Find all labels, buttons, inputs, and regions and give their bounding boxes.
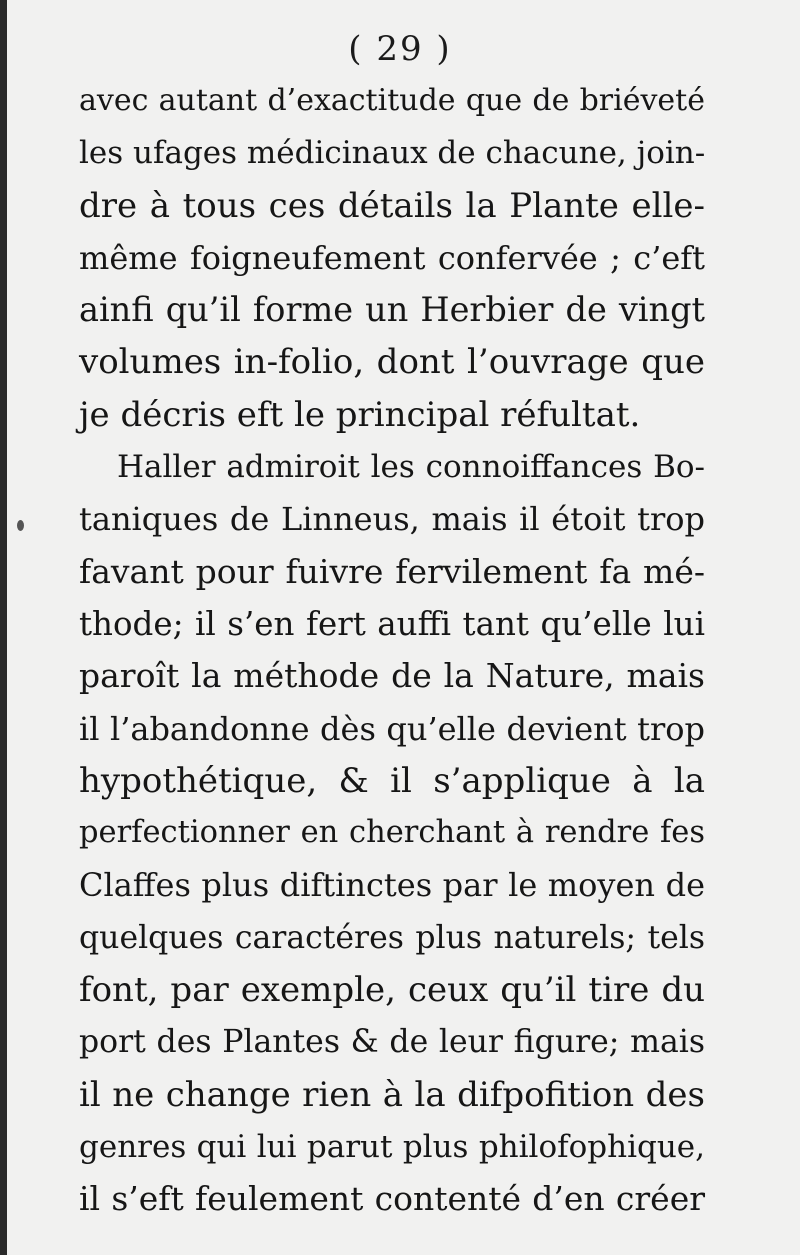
text-line: les ufages médicinaux de chacune, join- — [79, 135, 706, 172]
text-line: Claffes plus diftinctes par le moyen de — [79, 866, 705, 905]
text-line: quelques caractéres plus naturels; tels — [79, 919, 705, 956]
text-line: volumes in-folio, dont l’ouvrage que — [79, 342, 705, 383]
text-line: thode; il s’en fert auffi tant qu’elle lui — [79, 604, 705, 643]
text-line: avec autant d’exactitude que de briéveté — [79, 83, 705, 118]
text-line: ainfi qu’il forme un Herbier de vingt — [79, 290, 705, 330]
text-line: genres qui lui parut plus philofophique, — [79, 1128, 705, 1165]
text-line: perfectionner en cherchant à rendre fes — [79, 815, 705, 851]
ink-blot — [17, 520, 24, 531]
text-line: dre à tous ces détails la Plante elle- — [79, 185, 705, 226]
text-line: il ne change rien à la difpofition des — [79, 1074, 705, 1115]
page-number: ( 29 ) — [348, 29, 452, 69]
text-line: font, par exemple, ceux qu’il tire du — [79, 970, 705, 1011]
paragraph-end-line: je décris eft le principal réfultat. — [79, 394, 641, 435]
text-line: hypothétique, & il s’applique à la — [79, 760, 705, 801]
text-line: même foigneufement confervée ; c’eft — [79, 238, 705, 277]
text-line: il s’eft feulement contenté d’en créer — [79, 1179, 705, 1219]
text-line: taniques de Linneus, mais il étoit trop — [79, 500, 705, 539]
text-line: port des Plantes & de leur figure; mais — [79, 1024, 705, 1061]
paragraph-start-line: Haller admiroit les connoiffances Bo- — [117, 449, 705, 486]
body-text — [79, 75, 705, 1226]
text-line: il l’abandonne dès qu’elle devient trop — [79, 709, 705, 748]
text-line: favant pour fuivre fervilement fa mé- — [79, 551, 705, 591]
text-line: paroît la méthode de la Nature, mais — [79, 656, 705, 696]
